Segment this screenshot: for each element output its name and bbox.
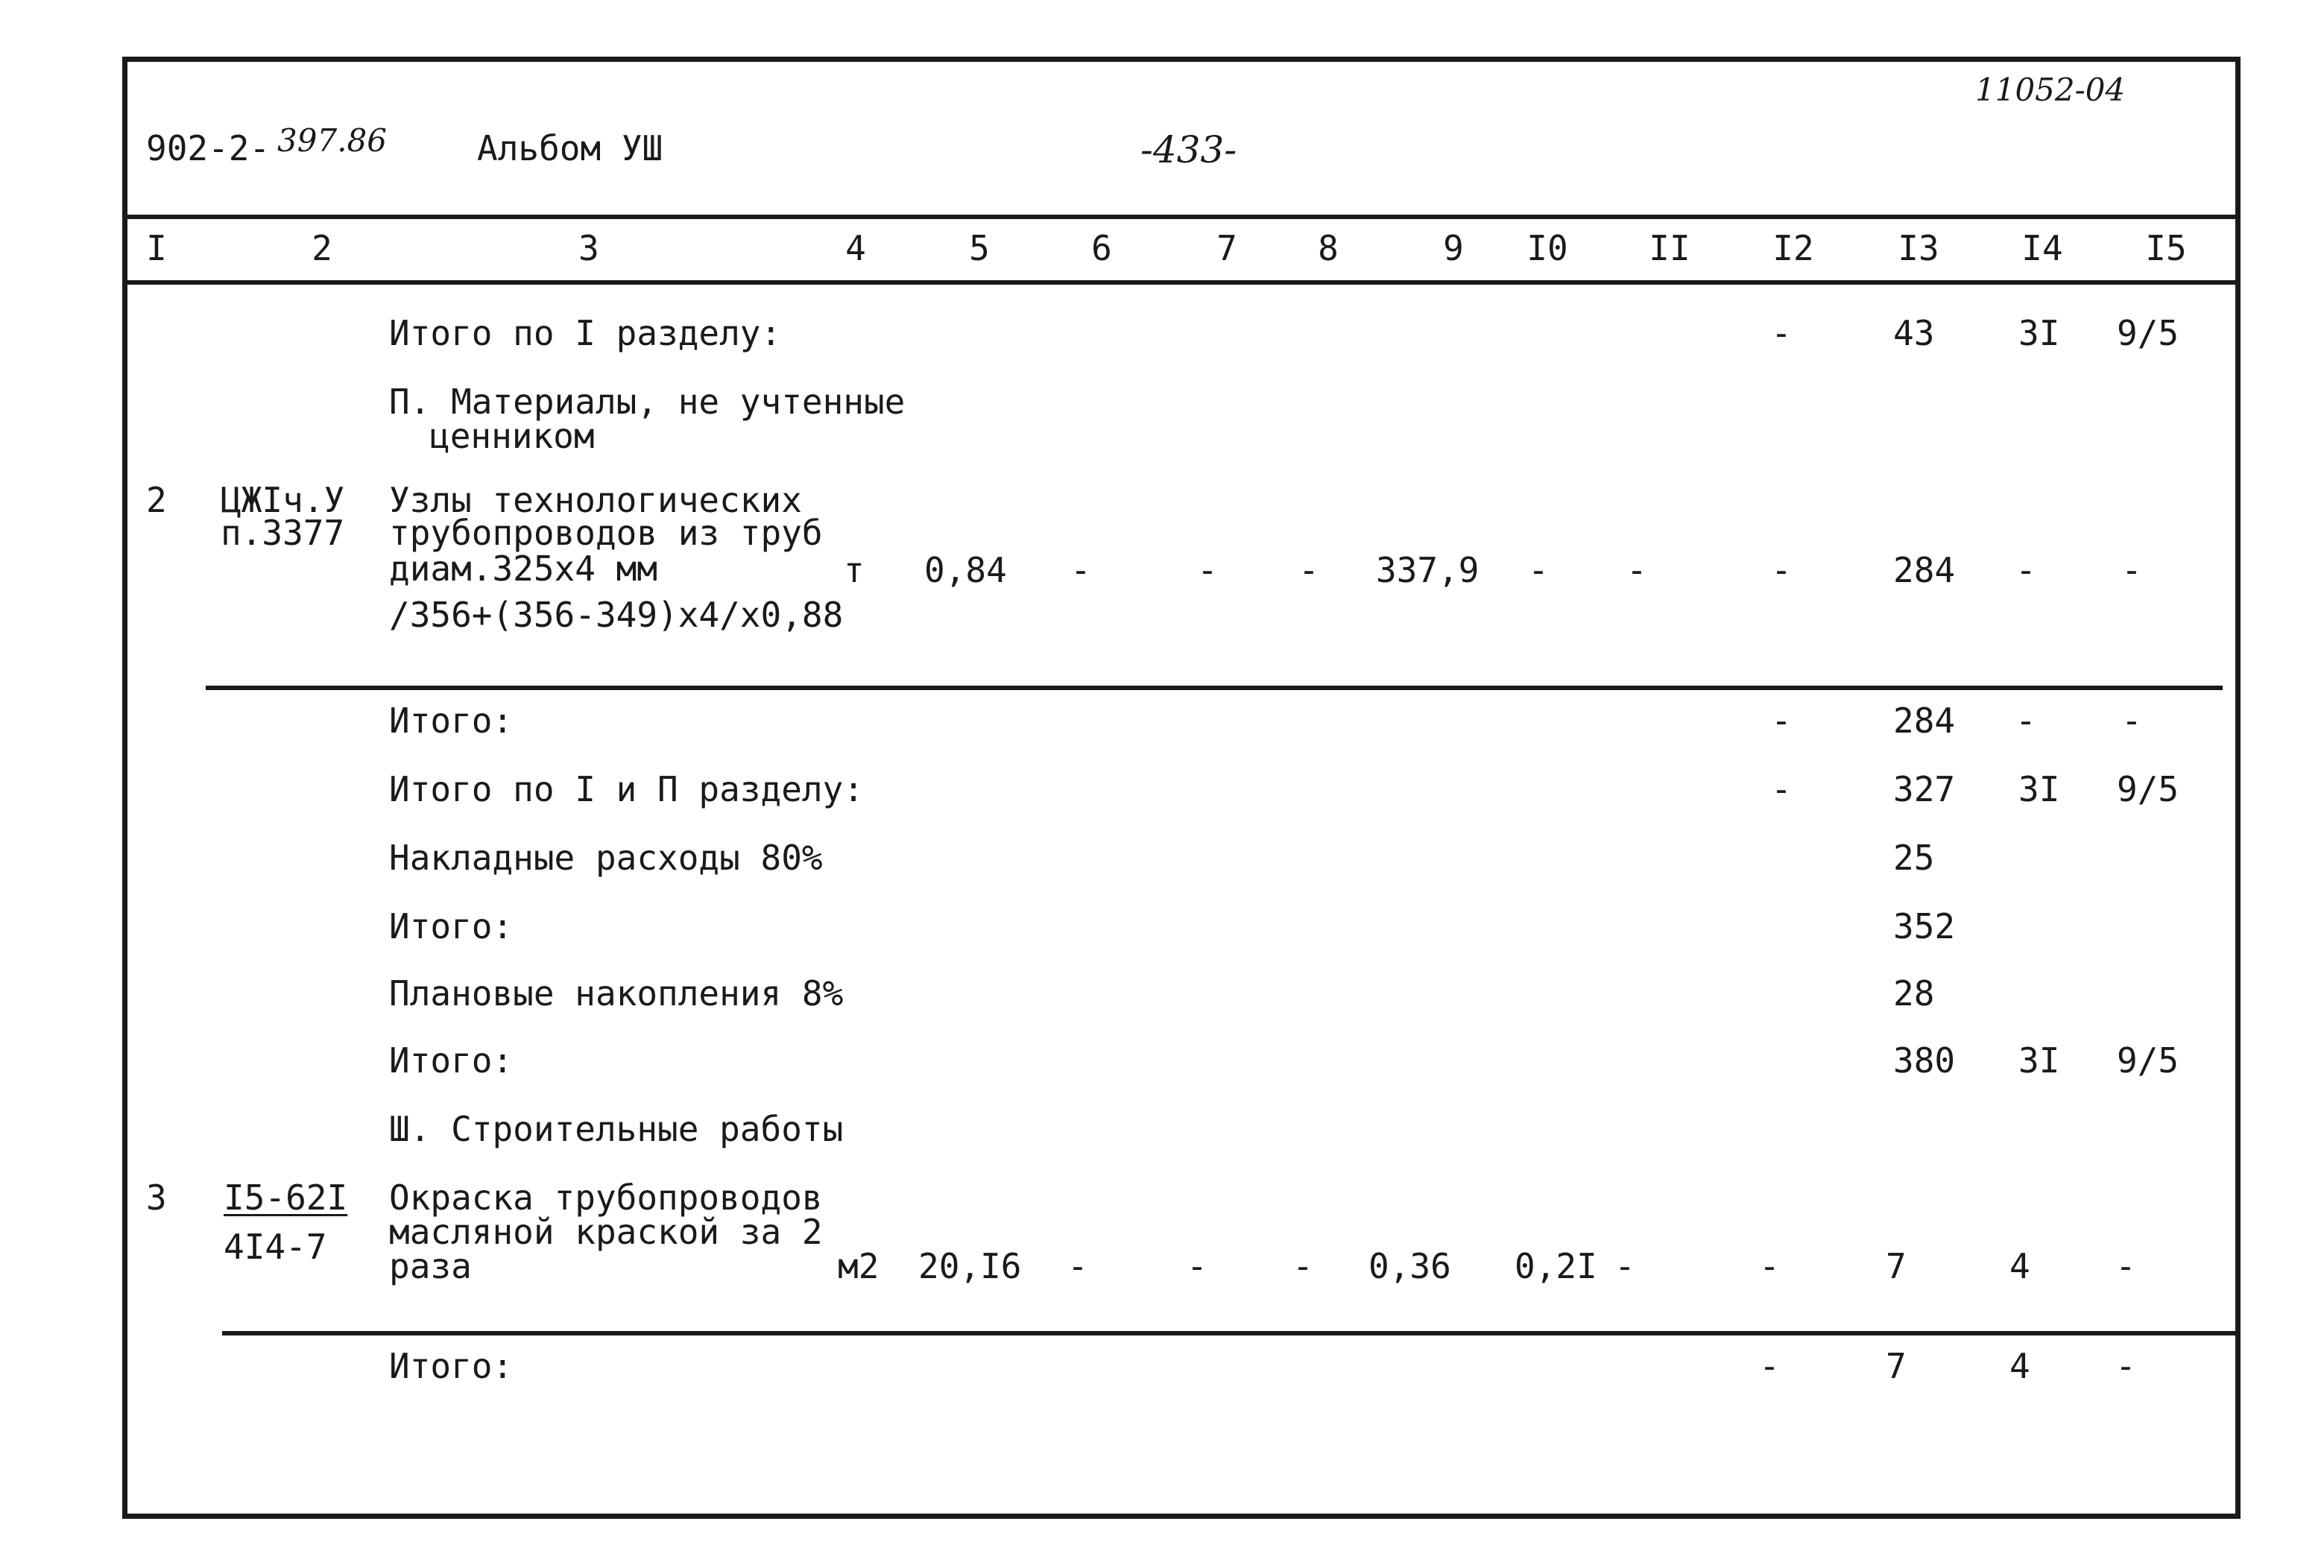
header-bottom-rule [122,280,2241,285]
document-code-handwritten: 397.86 [277,122,387,159]
column-number: 8 [1318,228,1339,268]
column-number: 5 [969,228,990,268]
row-label: Итого: [389,701,514,741]
cell-col15: 9/5 [2117,1040,2179,1081]
column-number: I4 [2021,228,2063,268]
column-number: 4 [845,228,866,268]
section-heading: Ш. Строительные работы [389,1109,844,1149]
cell-col9: 0,36 [1368,1246,1451,1286]
cell-col13: 327 [1893,769,1956,809]
description-line3: диам.325х4 мм [389,549,658,589]
cell-col5: 0,84 [924,550,1007,590]
cell-unit: м2 [838,1246,880,1286]
column-number: 9 [1443,228,1464,268]
cell-col12: - [1771,313,1792,353]
description-line2: масляной краской за 2 [389,1212,823,1252]
column-number: I0 [1526,228,1568,268]
cell-unit: т [844,550,865,590]
price-code-line2: 4I4-7 [224,1227,327,1267]
cell-col15: 9/5 [2117,313,2179,353]
column-number: I2 [1772,228,1814,268]
cell-col13: 28 [1893,973,1935,1014]
row-number: 2 [146,480,167,520]
cell-col7: - [1197,550,1218,590]
cell-col9: 337,9 [1376,550,1480,590]
cell-col14: - [2015,701,2036,741]
column-number: II [1649,228,1690,268]
price-code-line2: п.3377 [221,513,345,553]
cell-col13: 7 [1886,1246,1907,1286]
cell-col12: - [1771,769,1792,809]
cell-col14: 3I [2018,769,2060,809]
row-label: Плановые накопления 8% [389,973,844,1014]
cell-col13: 284 [1893,701,1956,741]
cell-col13: 380 [1893,1040,1956,1081]
cell-col15: - [2121,701,2142,741]
cell-col15: - [2115,1246,2136,1286]
document-code: 902-2- [146,128,271,168]
price-code-line1: ЦЖIч.У [221,480,345,520]
corner-stamp-number: 11052-04 [1975,72,2126,108]
row-label: Итого: [389,1040,514,1081]
section-title-line2: ценником [429,416,595,456]
cell-col11: - [1614,1246,1635,1286]
cell-col15: - [2121,550,2142,590]
row-label: Накладные расходы 80% [389,838,823,878]
cell-col12: - [1759,1346,1780,1386]
subtotal-rule [222,1331,2238,1335]
description-line1: Окраска трубопроводов [389,1177,823,1218]
cell-col8: - [1292,1246,1313,1286]
cell-col14: - [2015,550,2036,590]
description-line1: Узлы технологических [389,480,802,520]
cell-col6: - [1067,1246,1088,1286]
album-label: Альбом УШ [477,128,663,168]
column-number: 3 [578,228,599,268]
cell-col13: 25 [1893,838,1935,878]
cell-col8: - [1298,550,1319,590]
column-number: I3 [1898,228,1939,268]
row-number: 3 [146,1177,167,1218]
cell-col13: 284 [1893,550,1956,590]
cell-col12: - [1771,701,1792,741]
description-line2: трубопроводов из труб [389,513,823,553]
row-label: Итого: [389,906,514,946]
cell-col10: 0,2I [1515,1246,1597,1286]
cell-col15: 9/5 [2117,769,2179,809]
subtotal-rule [206,686,2223,690]
description-line3: раза [389,1246,472,1286]
cell-col12: - [1771,550,1792,590]
column-number: I [146,228,167,268]
cell-col14: 3I [2018,1040,2060,1081]
cell-col10: - [1528,550,1549,590]
cell-col13: 43 [1893,313,1935,353]
description-formula: /356+(356-349)х4/х0,88 [389,595,844,635]
column-number: 7 [1216,228,1237,268]
cell-col7: - [1187,1246,1207,1286]
cell-col14: 4 [2009,1246,2030,1286]
cell-col11: - [1626,550,1647,590]
column-number: 2 [312,228,332,268]
cell-col14: 3I [2018,313,2060,353]
cell-col14: 4 [2009,1346,2030,1386]
cell-col12: - [1759,1246,1780,1286]
cell-col6: - [1070,550,1091,590]
cell-col13: 7 [1886,1346,1907,1386]
cell-col13: 352 [1893,906,1956,946]
row-label: Итого: [389,1346,514,1386]
section-title-line1: П. Материалы, не учтенные [389,382,906,422]
header-top-rule [122,215,2241,219]
row-label: Итого по I и П разделу: [389,769,864,809]
row-label: Итого по I разделу: [389,313,782,353]
price-code-line1: I5-62I [224,1177,348,1218]
cell-col15: - [2115,1346,2136,1386]
cell-col5: 20,I6 [918,1246,1022,1286]
page-number: -433- [1140,128,1237,171]
column-number: I5 [2145,228,2187,268]
column-number: 6 [1091,228,1112,268]
